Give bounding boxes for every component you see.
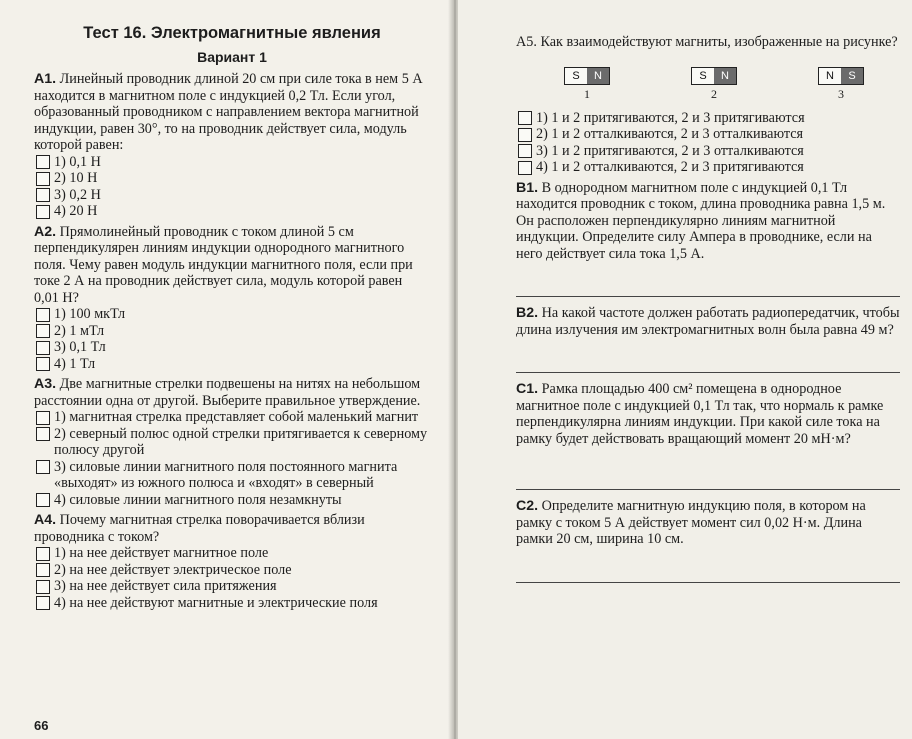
checkbox[interactable]	[36, 493, 50, 507]
checkbox[interactable]	[36, 411, 50, 425]
question-body: В однородном магнитном поле с индукцией 0,1 Тл находится проводник с током, длина проводника равна 1,5 м. Он расположен перпендикулярно линиям магнитной индукции. Определите силу Ампера в проводнике, если на него действует сила тока 1,5 А.	[516, 179, 886, 262]
magnet-pair-1	[564, 67, 610, 102]
question-text	[516, 180, 900, 263]
answer-area[interactable]	[516, 548, 900, 574]
checkbox[interactable]	[36, 205, 50, 219]
magnet	[564, 67, 610, 85]
checkbox[interactable]	[36, 308, 50, 322]
option-label: 2) 1 мТл	[54, 322, 105, 339]
question-text	[34, 376, 430, 409]
answer-option[interactable]	[516, 159, 900, 176]
question-body: Почему магнитная стрелка поворачивается вблизи проводника с током?	[34, 512, 365, 545]
option-label: 2) северный полюс одной стрелки притягивается к северному полюсу другой	[54, 425, 428, 458]
question-id: A3.	[34, 376, 57, 392]
option-label: 4) на нее действуют магнитные и электрические поля	[54, 594, 378, 611]
question-text	[516, 381, 900, 447]
checkbox[interactable]	[36, 357, 50, 371]
answer-option[interactable]	[34, 545, 430, 562]
question-id: B1.	[516, 179, 539, 196]
checkbox[interactable]	[36, 547, 50, 561]
answer-option[interactable]	[34, 409, 430, 426]
option-label: 3) силовые линии магнитного поля постоянного магнита «выходят» из южного полюса и «входят» в северный	[54, 458, 398, 491]
question-body: Определите магнитную индукцию поля, в котором на рамку с током 5 А действует момент сил 0,02 Н·м. Длина рамки 20 см, ширина 10 см.	[516, 498, 866, 547]
option-label: 4) 1 и 2 отталкиваются, 2 и 3 притягиваются	[536, 159, 804, 175]
question-text	[516, 305, 900, 338]
magnet-label: 3	[838, 86, 844, 101]
answer-option[interactable]	[34, 356, 430, 373]
checkbox[interactable]	[36, 563, 50, 577]
question-body: Линейный проводник длиной 20 см при силе тока в нем 5 А находится в магнитном поле с индукцией 0,2 Тл. Если угол, образованный проводником с направлением вектора магнитной индукции, равен 30°, то на проводник действует сила, модуль которой равен:	[34, 71, 423, 153]
question-id: A4.	[34, 512, 57, 528]
right-page	[458, 0, 912, 739]
checkbox[interactable]	[518, 161, 532, 175]
option-label: 4) 1 Тл	[54, 355, 96, 372]
answer-option[interactable]	[34, 154, 430, 171]
answer-area[interactable]	[516, 262, 900, 288]
checkbox[interactable]	[518, 128, 532, 142]
answer-option[interactable]	[34, 459, 430, 492]
question-id: A2.	[34, 223, 57, 240]
checkbox[interactable]	[518, 144, 532, 158]
question-text	[34, 71, 430, 154]
magnet-pole: N	[587, 68, 609, 84]
divider	[516, 489, 900, 490]
question-c2	[516, 498, 900, 583]
option-label: 3) 0,2 Н	[54, 186, 101, 203]
question-c1	[516, 381, 900, 490]
option-label: 4) силовые линии магнитного поля незамкнуты	[54, 491, 342, 508]
answer-option[interactable]	[34, 595, 430, 612]
option-label: 1) 1 и 2 притягиваются, 2 и 3 притягиваются	[536, 109, 805, 126]
question-b2	[516, 305, 900, 373]
answer-option[interactable]	[516, 110, 900, 127]
option-label: 2) 1 и 2 отталкиваются, 2 и 3 отталкиваются	[536, 126, 804, 142]
checkbox[interactable]	[36, 580, 50, 594]
option-label: 1) 100 мкТл	[54, 306, 126, 322]
divider	[516, 582, 900, 583]
test-title: Тест 16. Электромагнитные явления	[83, 24, 381, 42]
question-text	[516, 34, 900, 51]
question-body: Как взаимодействуют магниты, изображенные на рисунке?	[540, 34, 898, 50]
question-body: Рамка площадью 400 см² помещена в однородное магнитное поле с индукцией 0,1 Тл так, что нормаль к рамке перпендикулярна линиям индукции. При какой силе тока на рамку будет действовать вращающий момент 20 мН·м?	[516, 381, 884, 447]
checkbox[interactable]	[518, 111, 532, 125]
divider	[516, 372, 900, 373]
magnet-pair-2	[691, 67, 737, 102]
option-label: 3) 1 и 2 притягиваются, 2 и 3 отталкиваются	[536, 142, 804, 159]
magnet-pole: N	[819, 68, 841, 84]
answer-option[interactable]	[516, 126, 900, 143]
question-a5	[516, 34, 900, 176]
question-body: Прямолинейный проводник с током длиной 5 см перпендикулярен линиям индукции однородного магнитного поля. Чему равен модуль индукции магнитного поля, если при токе 2 А на проводник действует сила, модуль которой равен 0,01 Н?	[34, 223, 413, 306]
divider	[516, 296, 900, 297]
question-a3	[34, 376, 430, 508]
question-body: На какой частоте должен работать радиопередатчик, чтобы длина излучения им электромагнитных волн была равна 49 м?	[516, 305, 900, 338]
option-label: 1) магнитная стрелка представляет собой маленький магнит	[54, 409, 419, 425]
answer-option[interactable]	[34, 562, 430, 579]
magnet	[691, 67, 737, 85]
magnets-figure	[564, 67, 864, 102]
option-label: 3) 0,1 Тл	[54, 339, 106, 355]
checkbox[interactable]	[36, 596, 50, 610]
question-body: Две магнитные стрелки подвешены на нитях на небольшом расстоянии одна от другой. Выберите правильное утверждение.	[34, 376, 421, 409]
question-a1	[34, 71, 430, 220]
page-number: 66	[34, 718, 49, 733]
answer-option[interactable]	[34, 426, 430, 459]
question-id: C1.	[516, 381, 539, 397]
checkbox[interactable]	[36, 155, 50, 169]
answer-option[interactable]	[34, 578, 430, 595]
magnet-pole: S	[692, 68, 714, 84]
question-id: C2.	[516, 498, 539, 514]
checkbox[interactable]	[36, 172, 50, 186]
checkbox[interactable]	[36, 188, 50, 202]
magnet	[818, 67, 864, 85]
question-text	[516, 498, 900, 548]
option-label: 2) 10 Н	[54, 170, 98, 186]
question-text	[34, 224, 430, 307]
magnet-label: 1	[584, 86, 590, 101]
option-label: 1) 0,1 Н	[54, 153, 101, 170]
answer-option[interactable]	[34, 170, 430, 187]
answer-option[interactable]	[34, 203, 430, 220]
checkbox[interactable]	[36, 460, 50, 474]
answer-option[interactable]	[34, 323, 430, 340]
variant-title: Вариант 1	[197, 49, 267, 65]
answer-area[interactable]	[516, 338, 900, 364]
question-text	[34, 512, 430, 545]
magnet-pair-3	[818, 67, 864, 102]
magnet-pole: S	[565, 68, 587, 84]
option-label: 1) на нее действует магнитное поле	[54, 545, 269, 561]
question-id: A5.	[516, 34, 537, 50]
question-id: B2.	[516, 305, 539, 321]
question-a2	[34, 224, 430, 373]
question-a4	[34, 512, 430, 611]
magnet-pole: S	[841, 68, 863, 84]
question-id: A1.	[34, 71, 57, 87]
question-b1	[516, 180, 900, 298]
checkbox[interactable]	[36, 341, 50, 355]
answer-option[interactable]	[34, 187, 430, 204]
option-label: 2) на нее действует электрическое поле	[54, 561, 292, 578]
answer-option[interactable]	[34, 339, 430, 356]
option-label: 3) на нее действует сила притяжения	[54, 578, 277, 594]
answer-option[interactable]	[516, 143, 900, 160]
magnet-label: 2	[711, 86, 717, 101]
checkbox[interactable]	[36, 324, 50, 338]
option-label: 4) 20 Н	[54, 203, 98, 219]
left-page	[0, 0, 452, 739]
answer-option[interactable]	[34, 492, 430, 509]
answer-area[interactable]	[516, 447, 900, 481]
magnet-pole: N	[714, 68, 736, 84]
checkbox[interactable]	[36, 427, 50, 441]
answer-option[interactable]	[34, 306, 430, 323]
